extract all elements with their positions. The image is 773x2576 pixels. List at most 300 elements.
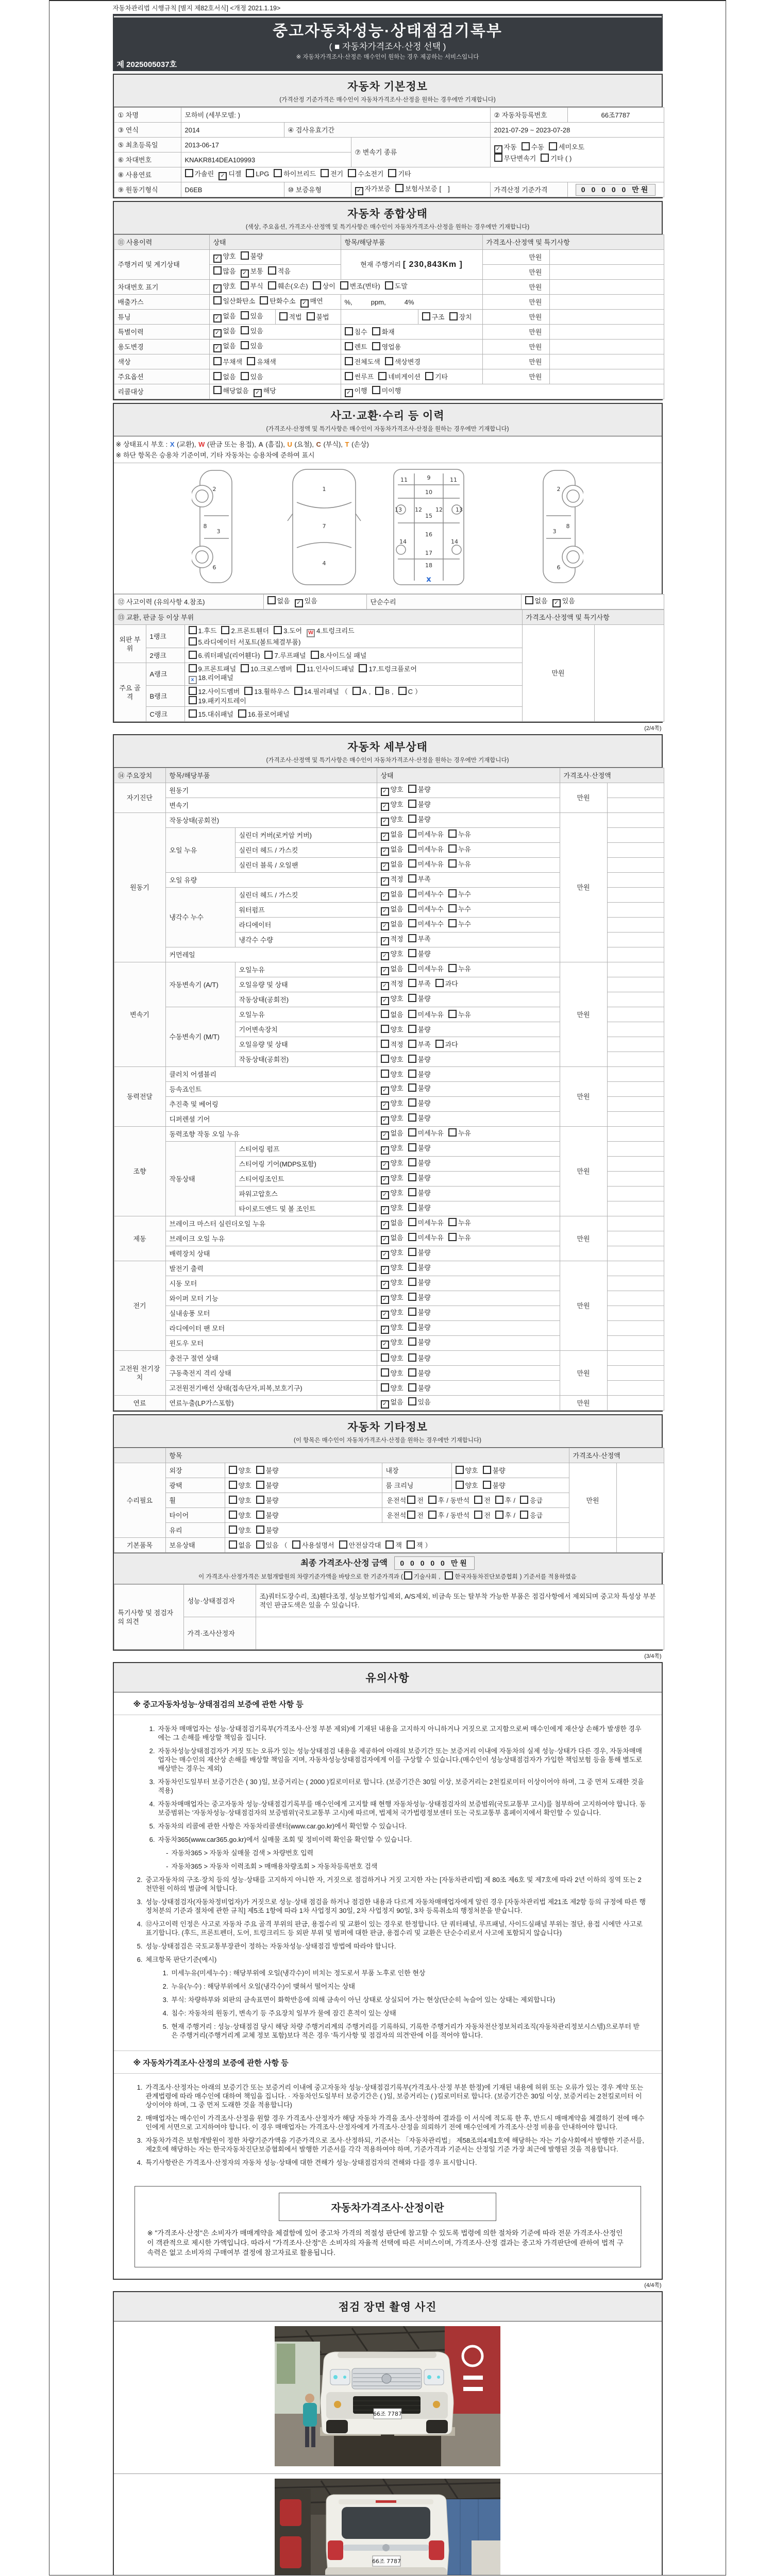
checkbox[interactable]: ✓: [381, 803, 389, 811]
checkbox[interactable]: ✓: [213, 255, 222, 263]
checkbox[interactable]: ✓: [381, 952, 389, 960]
checkbox[interactable]: [428, 1496, 436, 1504]
checkbox-label: 불량: [417, 1071, 431, 1078]
checkbox[interactable]: [381, 1055, 389, 1063]
etc-header: [114, 1415, 662, 1448]
inline-text: （: [280, 1541, 288, 1549]
checkbox[interactable]: [448, 829, 457, 838]
checkbox[interactable]: ✓: [381, 1326, 389, 1334]
section-detail-condition: [113, 734, 663, 1412]
checkbox[interactable]: [256, 1466, 264, 1474]
checkbox[interactable]: [525, 596, 533, 604]
checkbox[interactable]: [241, 311, 249, 319]
state-cell: [377, 828, 560, 843]
checkbox[interactable]: [408, 1158, 416, 1166]
checkbox-label: 미세누유: [417, 845, 444, 853]
checkbox[interactable]: [246, 169, 254, 177]
checkbox[interactable]: [279, 312, 288, 320]
checkbox[interactable]: ✓: [345, 389, 353, 397]
checkbox-label: 15.대쉬패널: [198, 710, 233, 718]
checkbox[interactable]: [381, 1070, 389, 1078]
checkbox[interactable]: [244, 687, 253, 695]
appraiser-opinion-text: [256, 1617, 664, 1650]
table-row: 타이어 양호 불량 운전석 전 후 / 동반석 전 후 / 응급: [114, 1508, 664, 1523]
checkbox-label: 미세누유: [417, 965, 444, 973]
checkbox-label: 있음: [250, 327, 263, 335]
checkbox[interactable]: [189, 687, 197, 695]
checkbox[interactable]: [495, 1511, 503, 1519]
checkbox-label: 불량: [417, 1279, 431, 1286]
checkbox[interactable]: [256, 1481, 264, 1489]
checkbox[interactable]: [241, 372, 249, 380]
notice-header: 유의사항: [114, 1663, 662, 1692]
checkbox[interactable]: [229, 1496, 237, 1504]
notice-item: 1. 자동차 매매업자는 성능·상태점검기록부(가격조사·산정 부분 제외)에 기재된 내용을 고지하지 아니하거나 거짓으로 고지함으로써 매수인에게 재산상 손해가 발생한 경우에는 그 손해를 배상할 책임을 집니다.: [149, 1725, 642, 1741]
checkbox[interactable]: [189, 664, 197, 672]
checkbox[interactable]: [189, 637, 197, 646]
checkbox[interactable]: [474, 1511, 482, 1519]
checkbox-label: 누수: [458, 890, 471, 898]
checkbox[interactable]: [213, 266, 222, 275]
checkbox[interactable]: [311, 651, 319, 659]
checkbox-label: 미세누수: [417, 920, 444, 928]
checkbox[interactable]: [267, 596, 276, 604]
checkbox[interactable]: [408, 994, 416, 1002]
checkbox[interactable]: [408, 800, 416, 808]
checkbox[interactable]: ✓: [381, 877, 389, 886]
checkbox[interactable]: [408, 1040, 416, 1048]
checkbox[interactable]: ✓: [381, 1296, 389, 1304]
checkbox[interactable]: [408, 1397, 416, 1405]
checkbox[interactable]: [189, 696, 197, 704]
checkbox[interactable]: [408, 1113, 416, 1122]
checkbox[interactable]: [339, 1540, 347, 1549]
checkbox[interactable]: ✓: [213, 284, 222, 293]
checkbox[interactable]: [448, 919, 457, 927]
checkbox[interactable]: [247, 357, 255, 365]
checkbox[interactable]: [408, 1098, 416, 1107]
checkbox[interactable]: [381, 1010, 389, 1018]
checkbox[interactable]: [408, 859, 416, 868]
checkbox[interactable]: [520, 1511, 528, 1519]
state-cell: [377, 1351, 560, 1366]
checkbox[interactable]: ✓: [381, 1266, 389, 1274]
checkbox[interactable]: [408, 815, 416, 823]
checkbox[interactable]: [448, 964, 457, 972]
checkbox[interactable]: [520, 1496, 528, 1504]
checkbox-label: 많음: [223, 267, 236, 275]
item-label: 실린더 커버(로커암 커버): [235, 828, 377, 843]
accident-history-row: [114, 594, 664, 609]
checkbox[interactable]: [407, 1496, 415, 1504]
checkbox[interactable]: [408, 1070, 416, 1078]
checkbox[interactable]: ✓: [381, 937, 389, 945]
checkbox[interactable]: [494, 154, 502, 162]
checkbox[interactable]: ✓: [295, 599, 303, 607]
checkbox[interactable]: ✓: [213, 314, 222, 323]
checkbox[interactable]: x: [189, 676, 197, 684]
checkbox[interactable]: [378, 372, 386, 380]
checkbox[interactable]: [428, 1511, 436, 1519]
checkbox[interactable]: [408, 934, 416, 942]
state-cell: [377, 1246, 560, 1261]
diagram-panel-number: 14: [399, 538, 407, 545]
checkbox[interactable]: ✓: [254, 389, 262, 397]
checkbox[interactable]: [221, 626, 229, 634]
diagram-panel-number: 2: [557, 486, 561, 493]
checkbox[interactable]: ✓: [213, 344, 222, 352]
checkbox[interactable]: [385, 1540, 394, 1549]
checkbox[interactable]: ✓: [381, 1221, 389, 1229]
checkbox[interactable]: [292, 1540, 300, 1549]
checkbox[interactable]: [408, 1278, 416, 1286]
checkbox[interactable]: [256, 1540, 264, 1549]
checkbox[interactable]: [408, 904, 416, 912]
table-row: [114, 1216, 664, 1231]
diagram-panel-number: 11: [450, 477, 457, 483]
checkbox[interactable]: ✓: [381, 907, 389, 916]
notice-subsection-2: ※ 자동차가격조사·산정의 보증에 관한 사항 등: [114, 2050, 662, 2074]
checkbox[interactable]: [213, 296, 222, 304]
checkbox[interactable]: [445, 1571, 453, 1580]
checkbox[interactable]: [408, 1025, 416, 1033]
checkbox[interactable]: [408, 1323, 416, 1331]
checkbox[interactable]: ✓: [381, 892, 389, 901]
checkbox[interactable]: [340, 281, 348, 290]
table-row: ① 차명 모하비 (세부모델: ) ② 자동차등록번호 66조7787: [114, 108, 664, 123]
checkbox[interactable]: ✓: [381, 1341, 389, 1349]
checkbox[interactable]: [294, 687, 303, 695]
checkbox[interactable]: [189, 651, 197, 659]
checkbox[interactable]: [307, 312, 315, 320]
checkbox[interactable]: [238, 709, 246, 718]
checkbox[interactable]: [213, 372, 222, 380]
section-title: 자동차 종합상태: [347, 208, 428, 220]
checkbox[interactable]: [241, 326, 249, 334]
notice-item: 2. 중고자동차의 구조·장치 등의 성능·상태를 고지하지 아니한 자, 거짓으로 점검하거나 거짓 고지한 자는 [자동차관리법] 제 80조 제6호 및 제7호에 따라 2년 이하의 징역 또는 2천만원 이하의 벌금에 처합니다.: [137, 1876, 642, 1892]
checkbox-label: 자가보증: [364, 185, 391, 193]
checkbox-label: 없음: [390, 965, 404, 973]
panel-items-cell: [184, 648, 522, 663]
state-cell: [377, 1261, 560, 1276]
notice-item: 4. ⑫사고이력 인정은 사고로 자동차 주요 골격 부위의 판금, 용접수리 및 교환이 있는 경우로 한정합니다. 단 쿼터패널, 루프패널, 사이드실패널 부위는 절단, 용접 시에만 사고로 표기합니다. (후드, 프론트펜더, 도어, 트렁크리드 등 외판 부위 및 범퍼에 대한 판금, 용접수리 및 교환은 단순수리로서 사고에 포함되지 않습니다): [137, 1920, 643, 1937]
checkbox[interactable]: ✓: [381, 1281, 389, 1289]
checkbox[interactable]: ✓: [494, 145, 502, 154]
checkbox-label: 무채색: [223, 358, 243, 366]
checkbox[interactable]: ✓: [381, 818, 389, 826]
state-cell: [377, 1276, 560, 1291]
checkbox[interactable]: [264, 651, 273, 659]
checkbox-label: 불량: [417, 1026, 431, 1033]
page-marker: (2/4쪽): [644, 725, 662, 732]
checkbox-label: 부족: [417, 980, 431, 988]
checkbox[interactable]: [385, 281, 393, 290]
item-label: 고전원전기배선 상태(접속단자,피복,보호기구): [165, 1381, 377, 1396]
checkbox-label: 불량: [417, 1354, 431, 1362]
checkbox[interactable]: [268, 266, 276, 275]
checkbox[interactable]: [256, 1496, 264, 1504]
checkbox[interactable]: [274, 169, 282, 177]
checkbox[interactable]: [256, 1511, 264, 1519]
detail-header: [114, 735, 662, 768]
checkbox-label: 안전삼각대: [348, 1541, 381, 1549]
checkbox[interactable]: ✓: [381, 848, 389, 856]
panel-items-cell: [184, 707, 522, 722]
checkbox[interactable]: [408, 1128, 416, 1137]
state-cell: [377, 992, 560, 1007]
checkbox[interactable]: [359, 664, 367, 672]
checkbox-label: 12.사이드멤버: [198, 688, 240, 696]
checkbox[interactable]: [449, 312, 458, 320]
item-label: 실린더 헤드 / 가스킷: [235, 888, 377, 903]
checkbox[interactable]: [474, 1496, 482, 1504]
checkbox[interactable]: [348, 169, 356, 177]
checkbox[interactable]: [435, 979, 444, 987]
car-name-value: 모하비 (세부모델: ): [181, 108, 490, 123]
checkbox-label: 전: [484, 1497, 491, 1504]
panel-rank-table: [114, 609, 664, 722]
checkbox[interactable]: [448, 844, 457, 853]
checkbox[interactable]: [408, 919, 416, 927]
checkbox[interactable]: [435, 1040, 444, 1048]
checkbox-label: 장치: [459, 313, 472, 321]
checkbox[interactable]: [448, 1218, 457, 1226]
checkbox[interactable]: [408, 1055, 416, 1063]
checkbox[interactable]: [345, 342, 353, 350]
checkbox[interactable]: [381, 1040, 389, 1048]
checkbox[interactable]: [381, 1368, 389, 1377]
checkbox[interactable]: [448, 904, 457, 912]
inline-text: /: [513, 1497, 515, 1504]
checkbox[interactable]: [189, 626, 197, 634]
subgroup-label: 작동상태: [165, 1142, 235, 1216]
checkbox[interactable]: ✓: [381, 1131, 389, 1140]
checkbox[interactable]: [448, 1233, 457, 1241]
checkbox[interactable]: [408, 1263, 416, 1271]
checkbox[interactable]: ✓: [381, 1311, 389, 1319]
checkbox[interactable]: [408, 949, 416, 957]
checkbox[interactable]: [408, 1337, 416, 1346]
table-row: 광택 양호 불량 룸 크리닝 양호 불량: [114, 1478, 664, 1493]
checkbox[interactable]: [229, 1526, 237, 1534]
checkbox[interactable]: ✓: [381, 1191, 389, 1199]
checkbox[interactable]: [372, 342, 380, 350]
checkbox-label: 보험사보증: [405, 185, 438, 193]
checkbox[interactable]: ✓: [241, 269, 249, 278]
checkbox[interactable]: ✓: [552, 599, 561, 607]
checkbox[interactable]: [345, 357, 353, 365]
checkbox[interactable]: [345, 372, 353, 380]
checkbox[interactable]: ✓: [381, 967, 389, 975]
checkbox[interactable]: [407, 1540, 415, 1549]
checkbox[interactable]: [408, 785, 416, 793]
checkbox[interactable]: [448, 1010, 457, 1018]
checkbox[interactable]: [297, 664, 305, 672]
checkbox-label: 양호: [390, 816, 404, 823]
checkbox[interactable]: ✓: [381, 1146, 389, 1155]
item-label: 윈도우 모터: [165, 1336, 377, 1351]
checkbox-label: 잭: [395, 1541, 402, 1549]
checkbox[interactable]: [313, 281, 321, 290]
checkbox[interactable]: [381, 1353, 389, 1362]
checkbox[interactable]: [372, 386, 380, 394]
checkbox[interactable]: [185, 169, 193, 177]
checkbox[interactable]: [408, 1293, 416, 1301]
checkbox[interactable]: [408, 964, 416, 972]
inline-text: ,: [368, 688, 371, 696]
checkbox[interactable]: [408, 1188, 416, 1196]
checkbox[interactable]: [241, 341, 249, 349]
inspector-opinion-text: 조)쿼터도장수리, 조)휀다조정, 성능보험가입제외, A/S제외, 비금속 또는 탈부착 가능한 부품은 점검사항에서 제외되며 중고차 특성상 부분적인 판금도색은 있을 수 있습니다.: [256, 1585, 664, 1617]
checkbox[interactable]: [241, 281, 249, 290]
checkbox-label: 불량: [417, 1114, 431, 1122]
checkbox-label: 불량: [417, 1174, 431, 1182]
table-row: 특기사항 및 점검자의 의견 성능·상태점검자 조)쿼터도장수리, 조)휀다조정, 성능보험가입제외, A/S제외, 비금속 또는 탈부착 가능한 부품은 점검사항에서 제외되며 중고차 특성상 부분적인 판금도색은 있을 수 있습니다.: [114, 1585, 664, 1617]
checkbox[interactable]: ✓: [213, 329, 222, 337]
checkbox[interactable]: [495, 1496, 503, 1504]
table-row: 배출가스 일산화탄소 탄화수소 ✓ 매연 %, ppm, 4% 만원: [114, 295, 664, 310]
overall-condition-table: [114, 234, 664, 399]
checkbox-label: 6.쿼터패널(리어휀다): [198, 652, 260, 659]
checkbox-label: 불량: [417, 1159, 431, 1167]
checkbox[interactable]: ✓: [381, 1161, 389, 1170]
checkbox[interactable]: ✓: [300, 299, 309, 308]
checkbox[interactable]: [241, 251, 249, 260]
checkbox[interactable]: [256, 1526, 264, 1534]
checkbox[interactable]: [408, 1383, 416, 1392]
item-label: 충전구 절연 상태: [165, 1351, 377, 1366]
checkbox[interactable]: [456, 1481, 464, 1489]
checkbox[interactable]: [408, 1248, 416, 1256]
checkbox[interactable]: ✓: [381, 1206, 389, 1214]
checkbox[interactable]: [375, 687, 383, 695]
checkbox[interactable]: [483, 1481, 491, 1489]
checkbox[interactable]: [268, 281, 276, 290]
checkbox[interactable]: [522, 142, 530, 150]
checkbox[interactable]: [229, 1481, 237, 1489]
checkbox[interactable]: ✓: [381, 1087, 389, 1095]
checkbox[interactable]: [408, 844, 416, 853]
checkbox[interactable]: [408, 874, 416, 883]
checkbox[interactable]: ✓: [381, 922, 389, 930]
checkbox[interactable]: [408, 1368, 416, 1377]
checkbox[interactable]: [483, 1466, 491, 1474]
checkbox[interactable]: [408, 1233, 416, 1241]
checkbox-label: 부식: [250, 282, 263, 290]
checkbox[interactable]: [541, 154, 549, 162]
checkbox[interactable]: W: [307, 629, 315, 637]
checkbox[interactable]: [549, 142, 557, 150]
checkbox[interactable]: [345, 327, 353, 335]
checkbox[interactable]: [274, 626, 282, 634]
checkbox[interactable]: [408, 889, 416, 897]
inspector-opinion-table: [114, 1584, 664, 1650]
device-group-label: 고전원 전기장치: [114, 1351, 165, 1396]
checkbox[interactable]: [372, 327, 380, 335]
checkbox-label: 없음: [390, 890, 404, 898]
inline-text: 운전석: [386, 1512, 407, 1519]
checkbox[interactable]: [229, 1466, 237, 1474]
notice-item: 2. 자동차성능상태점검자가 거짓 또는 오류가 있는 성능상태점검 내용을 제공하여 아래의 보증기간 또는 보증거리 이내에 자동차의 실제 성능·상태가 다른 경우, 자동차매매업자는 매수인의 재산상 손해를 배상할 책임을 지며, 자동차성능상태점검자에게 이를 구상할 수 있습니다.(매수인이 성능상태점검자가 가입한 책임보험 등을 통해 별도로 배상받는 경우는 제외): [149, 1747, 642, 1772]
checkbox[interactable]: ✓: [381, 1116, 389, 1125]
checkbox[interactable]: [404, 1571, 412, 1580]
checkbox-label: 불량: [417, 1099, 431, 1107]
checkbox[interactable]: [395, 184, 404, 192]
checkbox[interactable]: [407, 1511, 415, 1519]
checkbox[interactable]: ✓: [381, 833, 389, 841]
checkbox[interactable]: ✓: [381, 1236, 389, 1244]
checkbox[interactable]: [408, 1143, 416, 1151]
checkbox[interactable]: ✓: [381, 788, 389, 796]
checkbox-label: 불량: [265, 1497, 279, 1504]
checkbox[interactable]: [425, 372, 433, 380]
checkbox[interactable]: [260, 296, 268, 304]
item-label: 실린더 블록 / 오일팬: [235, 858, 377, 873]
checkbox[interactable]: [213, 386, 222, 394]
checkbox[interactable]: [352, 687, 361, 695]
rank-label: 1랭크: [146, 625, 184, 648]
checkbox[interactable]: ✓: [381, 862, 389, 871]
checkbox[interactable]: ✓: [381, 1251, 389, 1259]
checkbox[interactable]: [213, 357, 222, 365]
checkbox[interactable]: [388, 169, 396, 177]
checkbox[interactable]: [408, 1218, 416, 1226]
checkbox[interactable]: [448, 1128, 457, 1137]
checkbox[interactable]: [398, 687, 407, 695]
checkbox[interactable]: [385, 357, 393, 365]
checkbox[interactable]: ✓: [381, 997, 389, 1005]
table-row: 차대번호 표기 ✓ 양호 부식 훼손(오손) 상이 변조(변타) 도말 만원: [114, 280, 664, 295]
checkbox[interactable]: [456, 1466, 464, 1474]
checkbox[interactable]: ✓: [219, 172, 227, 180]
checkbox-label: 양호: [390, 1294, 404, 1301]
checkbox[interactable]: [408, 979, 416, 987]
checkbox[interactable]: [381, 1025, 389, 1033]
checkbox[interactable]: [189, 709, 197, 718]
checkbox-label: 적정: [390, 875, 404, 883]
checkbox-label: 썬루프: [354, 373, 374, 381]
checkbox[interactable]: ✓: [381, 1101, 389, 1110]
checkbox[interactable]: [408, 1203, 416, 1211]
legend-code: X: [170, 440, 175, 448]
checkbox[interactable]: ✓: [381, 982, 389, 990]
checkbox[interactable]: ✓: [355, 187, 363, 195]
checkbox[interactable]: [408, 1353, 416, 1362]
checkbox-label: 부족: [417, 935, 431, 943]
checkbox[interactable]: [229, 1540, 237, 1549]
checkbox[interactable]: [241, 664, 249, 672]
checkbox[interactable]: [381, 1383, 389, 1392]
diagram-panel-number: 13: [395, 506, 402, 513]
notice-item: 6. 체크항목 판단기준(예시): [137, 1956, 217, 1963]
item-label: 오일 유량: [165, 873, 377, 888]
checkbox[interactable]: [448, 889, 457, 897]
checkbox[interactable]: ✓: [381, 1176, 389, 1184]
checkbox[interactable]: [422, 312, 430, 320]
checkbox-label: 18.리어패널: [198, 674, 233, 682]
checkbox[interactable]: [448, 859, 457, 868]
checkbox[interactable]: ✓: [381, 1400, 389, 1409]
checkbox[interactable]: [408, 1010, 416, 1018]
checkbox[interactable]: [408, 1083, 416, 1092]
checkbox[interactable]: [408, 1173, 416, 1181]
item-label: 작동상태(공회전): [165, 813, 377, 828]
checkbox[interactable]: [321, 169, 329, 177]
item-label: 스티어링조인트: [235, 1172, 377, 1187]
checkbox[interactable]: [408, 829, 416, 838]
checkbox[interactable]: [408, 1308, 416, 1316]
checkbox[interactable]: [229, 1511, 237, 1519]
